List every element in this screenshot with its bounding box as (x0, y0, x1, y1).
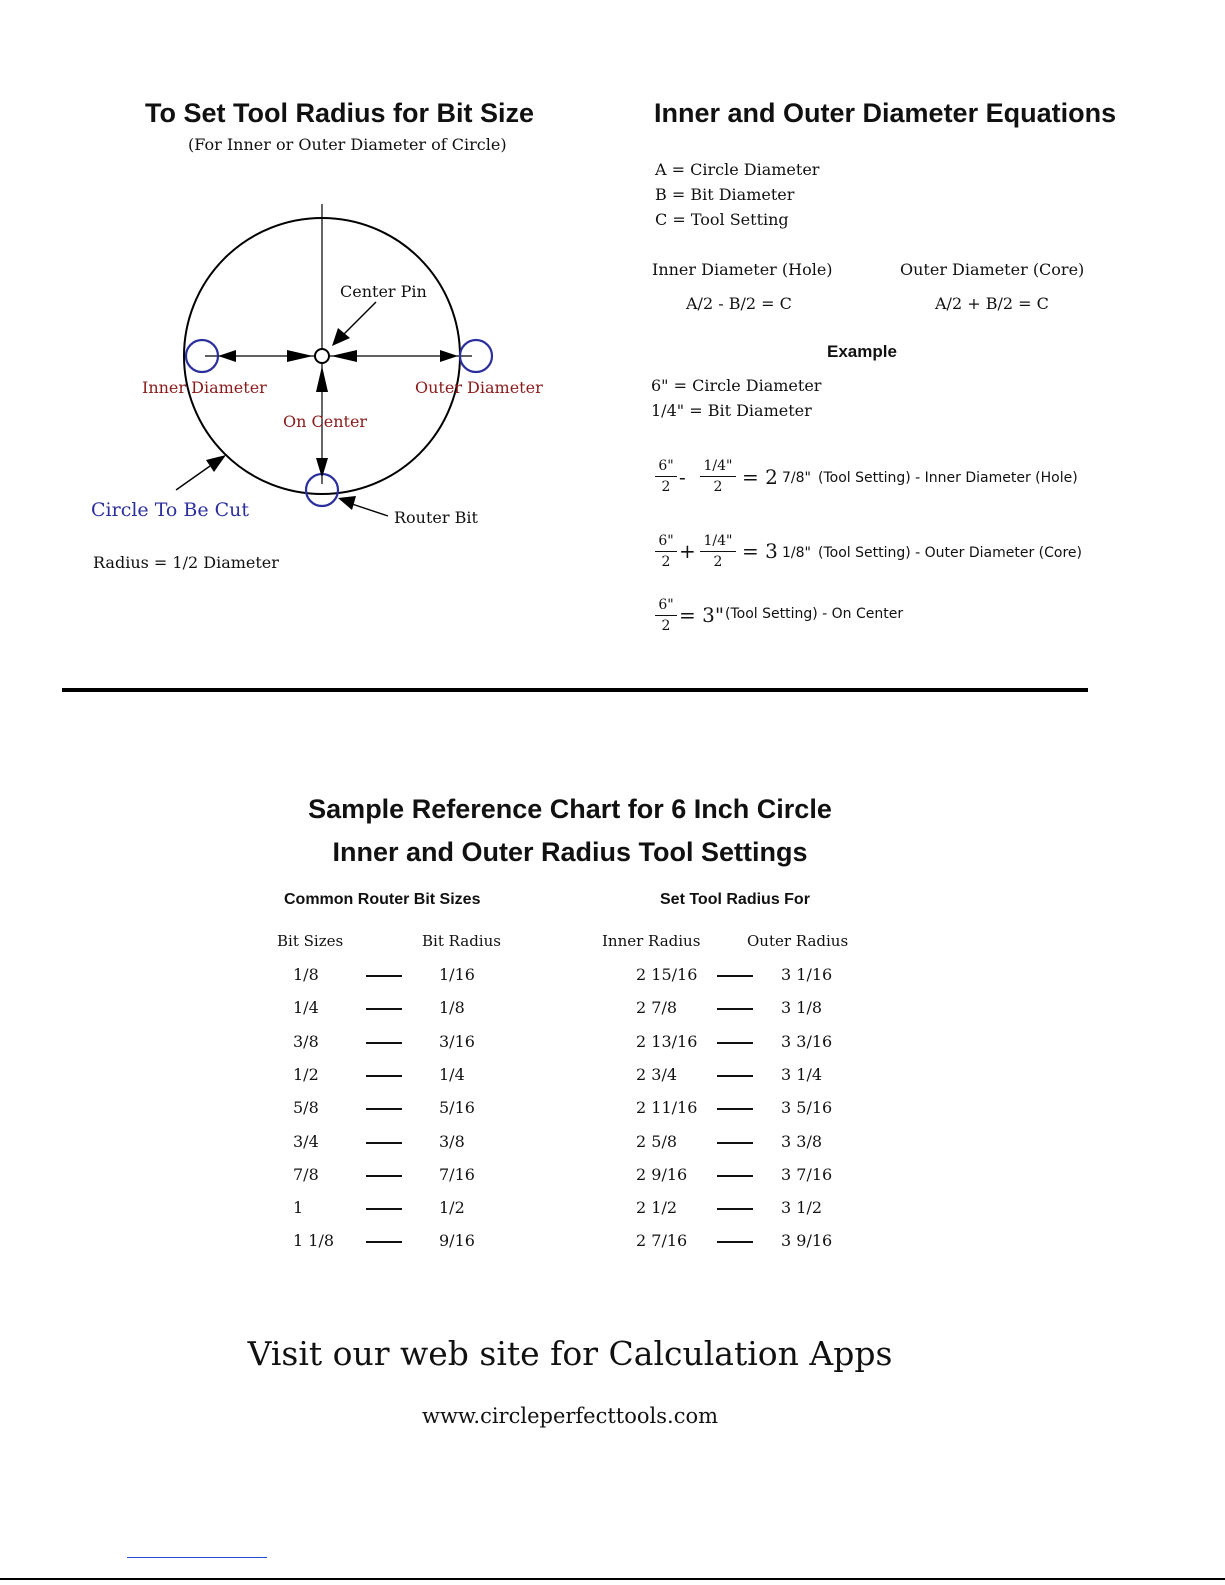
cell-inner-radius: 2 7/8 (636, 998, 678, 1017)
cell-outer-radius: 3 1/16 (781, 965, 833, 984)
row-dash-left (366, 1208, 402, 1210)
cell-inner-radius: 2 3/4 (636, 1065, 678, 1084)
eq3-frac-a: 6" 2 (655, 596, 677, 635)
eq2-result-fraction: 1/8" (782, 545, 811, 561)
row-dash-left (366, 1042, 402, 1044)
link-underline (127, 1557, 267, 1558)
website-url[interactable]: www.circleperfecttools.com (421, 1404, 719, 1428)
arrow-down-center (316, 366, 328, 392)
cell-bit-size: 1/4 (293, 998, 319, 1017)
center-pin-label: Center Pin (340, 282, 427, 301)
row-dash-right (717, 1108, 753, 1110)
definition-b: B = Bit Diameter (655, 185, 795, 204)
cell-bit-radius: 3/16 (439, 1032, 475, 1051)
page-bottom-rule (0, 1578, 1225, 1580)
cell-bit-size: 1/2 (293, 1065, 319, 1084)
arrow-left-inner (287, 350, 313, 362)
right-title: Inner and Outer Diameter Equations (654, 98, 1117, 128)
example-label: Example (827, 342, 897, 361)
radius-note: Radius = 1/2 Diameter (93, 553, 279, 572)
cell-bit-radius: 1/16 (439, 965, 475, 984)
cell-bit-radius: 9/16 (439, 1231, 475, 1250)
row-dash-right (717, 1075, 753, 1077)
cell-outer-radius: 3 1/8 (781, 998, 823, 1017)
section-divider (62, 688, 1088, 692)
cell-bit-radius: 1/2 (439, 1198, 465, 1217)
cell-bit-size: 3/8 (293, 1032, 319, 1051)
eq1-operator: - (679, 465, 686, 489)
cell-bit-radius: 3/8 (439, 1132, 465, 1151)
cell-inner-radius: 2 5/8 (636, 1132, 678, 1151)
eq1-tail: (Tool Setting) - Inner Diameter (Hole) (818, 470, 1078, 486)
on-center-label: On Center (283, 412, 368, 431)
row-dash-right (717, 1208, 753, 1210)
router-bit-label: Router Bit (394, 508, 478, 527)
left-subtitle: (For Inner or Outer Diameter of Circle) (188, 135, 507, 154)
eq3-tail: (Tool Setting) - On Center (725, 606, 904, 622)
outer-diameter-label: Outer Diameter (415, 378, 543, 397)
cell-bit-size: 1 (293, 1198, 304, 1217)
row-dash-left (366, 1241, 402, 1243)
header-bit-radius: Bit Radius (422, 932, 501, 950)
cell-inner-radius: 2 7/16 (636, 1231, 688, 1250)
row-dash-left (366, 1175, 402, 1177)
cell-bit-size: 3/4 (293, 1132, 319, 1151)
header-inner-radius: Inner Radius (602, 932, 701, 950)
cell-outer-radius: 3 7/16 (781, 1165, 833, 1184)
cell-inner-radius: 2 13/16 (636, 1032, 698, 1051)
section-common-bit-sizes: Common Router Bit Sizes (284, 891, 481, 908)
row-dash-right (717, 1142, 753, 1144)
inner-diameter-label: Inner Diameter (142, 378, 267, 397)
section-set-tool-radius: Set Tool Radius For (660, 891, 810, 908)
cell-bit-radius: 5/16 (439, 1098, 475, 1117)
definition-c: C = Tool Setting (655, 210, 789, 229)
header-outer-radius: Outer Radius (747, 932, 849, 950)
row-dash-left (366, 1075, 402, 1077)
cell-inner-radius: 2 9/16 (636, 1165, 688, 1184)
row-dash-right (717, 1008, 753, 1010)
example-circle-diameter: 6" = Circle Diameter (651, 376, 822, 395)
left-title: To Set Tool Radius for Bit Size (145, 98, 535, 128)
inner-equation: A/2 - B/2 = C (686, 294, 792, 313)
cell-inner-radius: 2 1/2 (636, 1198, 678, 1217)
definition-a: A = Circle Diameter (655, 160, 820, 179)
eq1-result: = 2 (742, 465, 778, 489)
cell-bit-size: 7/8 (293, 1165, 319, 1184)
cell-bit-radius: 1/8 (439, 998, 465, 1017)
cell-bit-size: 5/8 (293, 1098, 319, 1117)
outer-diameter-heading: Outer Diameter (Core) (900, 260, 1085, 279)
cell-outer-radius: 3 9/16 (781, 1231, 833, 1250)
cell-outer-radius: 3 3/8 (781, 1132, 823, 1151)
row-dash-right (717, 975, 753, 977)
arrow-right-inner (331, 350, 357, 362)
eq2-result: = 3 (742, 539, 778, 563)
circle-to-be-cut-label: Circle To Be Cut (91, 499, 250, 521)
cell-bit-size: 1 1/8 (293, 1231, 335, 1250)
cell-inner-radius: 2 15/16 (636, 965, 698, 984)
cell-outer-radius: 3 1/4 (781, 1065, 823, 1084)
cell-bit-size: 1/8 (293, 965, 319, 984)
cell-inner-radius: 2 11/16 (636, 1098, 698, 1117)
chart-title-line2: Inner and Outer Radius Tool Settings (332, 837, 808, 867)
eq2-operator: + (679, 539, 696, 563)
inner-diameter-heading: Inner Diameter (Hole) (652, 260, 833, 279)
row-dash-right (717, 1042, 753, 1044)
circle-pointer (206, 455, 226, 472)
row-dash-right (717, 1175, 753, 1177)
cell-outer-radius: 3 3/16 (781, 1032, 833, 1051)
row-dash-left (366, 1142, 402, 1144)
cell-bit-radius: 7/16 (439, 1165, 475, 1184)
eq2-tail: (Tool Setting) - Outer Diameter (Core) (818, 545, 1082, 561)
cell-bit-radius: 1/4 (439, 1065, 465, 1084)
eq2-frac-a: 6" 2 (655, 532, 677, 571)
arrow-left-outer (218, 350, 236, 362)
router-bit-pointer (338, 496, 356, 510)
eq2-frac-b: 1/4" 2 (700, 532, 736, 571)
row-dash-left (366, 1008, 402, 1010)
header-bit-sizes: Bit Sizes (277, 932, 344, 950)
center-pin-shape (315, 349, 329, 363)
example-bit-diameter: 1/4" = Bit Diameter (651, 401, 812, 420)
eq1-result-fraction: 7/8" (782, 470, 811, 486)
row-dash-right (717, 1241, 753, 1243)
chart-title-line1: Sample Reference Chart for 6 Inch Circle (308, 794, 832, 824)
outer-equation: A/2 + B/2 = C (935, 294, 1049, 313)
eq3-result: = 3" (679, 603, 725, 627)
cell-outer-radius: 3 5/16 (781, 1098, 833, 1117)
visit-text: Visit our web site for Calculation Apps (247, 1334, 893, 1373)
cell-outer-radius: 3 1/2 (781, 1198, 823, 1217)
row-dash-left (366, 1108, 402, 1110)
row-dash-left (366, 975, 402, 977)
eq1-frac-a: 6" 2 (655, 457, 677, 496)
arrow-right-outer (440, 350, 458, 362)
eq1-frac-b: 1/4" 2 (700, 457, 736, 496)
